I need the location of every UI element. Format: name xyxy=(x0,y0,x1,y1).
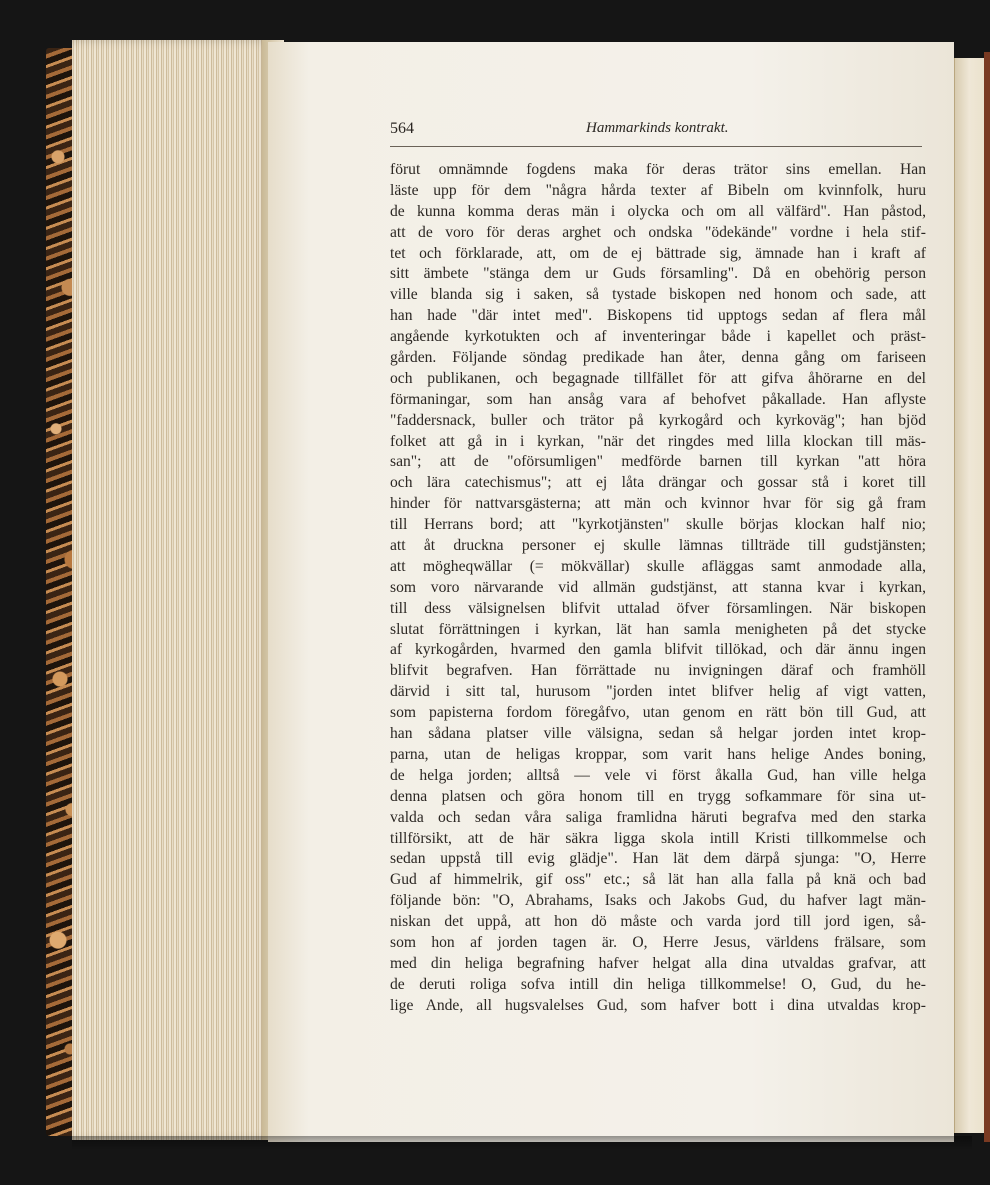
text-line: "faddersnack, buller och trätor på kyrkogård och kyrkoväg"; han bjöd xyxy=(390,411,926,429)
text-line: han sådana platser ville välsigna, sedan så helgar jorden intet krop- xyxy=(390,725,926,743)
text-line: tet och förklarade, att, om de ej bättrade sig, ämnade han i kraft af xyxy=(390,244,926,262)
text-line: niskan det uppå, att hon dö måste och varda jord till jord igen, så- xyxy=(390,913,926,931)
text-line: san"; att de "oförsumligen" medförde barnen till kyrkan "att höra xyxy=(390,453,926,471)
text-line: läste upp för dem "några hårda texter af Bibeln om kvinnfolk, huru xyxy=(390,181,926,199)
text-line: som papisterna fordom föregåfvo, utan genom en rätt bön till Gud, att xyxy=(390,704,926,722)
text-line: till dess välsignelsen blifvit uttalad öfver församlingen. När biskopen xyxy=(390,599,926,617)
text-line: som voro närvarande vid allmän gudstjänst, att stanna kvar i kyrkan, xyxy=(390,578,926,596)
text-line: förut omnämnde fogdens maka för deras trätor sins emellan. Han xyxy=(390,161,926,178)
page-block-edge xyxy=(72,40,272,1140)
text-line: och lära catechismus"; att ej låta drängar och gossar stå i koret till xyxy=(390,474,926,492)
text-line: sedan uppstå till evig glädje". Han lät dem därpå sjunga: "O, Herre xyxy=(390,850,926,868)
text-line: Gud af himmelrik, gif oss" etc.; så lät han alla falla på knä och bad xyxy=(390,871,926,889)
text-line: lige Ande, all hugsvalelses Gud, som hafver bott i dina utvaldas krop- xyxy=(390,996,926,1014)
text-line: de kunna komma deras män i olycka och om all välfärd". Han påstod, xyxy=(390,202,926,220)
text-line: sitt ämbete "stänga dem ur Guds församling". Då en obehörig person xyxy=(390,265,926,283)
text-line: därvid i sitt tal, hurusom "jorden intet blifver helig af vigt vatten, xyxy=(390,683,926,701)
text-line: han hade "där intet med". Biskopens tid upptogs sedan af flera mål xyxy=(390,307,926,325)
text-line: denna platsen och göra honom till en trygg sofkammare för sina ut- xyxy=(390,787,926,805)
text-line: till Herrans bord; att "kyrkotjänsten" skulle börjas klockan half nio; xyxy=(390,516,926,534)
running-head: Hammarkinds kontrakt. xyxy=(586,120,729,136)
text-line: af kyrkogården, hvarmed den gamla blifvit tillökad, och där ännu ingen xyxy=(390,641,926,659)
body-text xyxy=(390,160,926,1017)
text-line: att åt druckna personer ej skulle lämnas tillträde till gudstjänsten; xyxy=(390,537,926,555)
text-line: med din heliga begrafning hafver helgat alla dina utvaldas grafvar, att xyxy=(390,954,926,972)
text-line: som hon af jorden tagen är. O, Herre Jesus, världens frälsare, som xyxy=(390,933,926,951)
text-line: förmaningar, som han ansåg vara af behofvet påkallade. Han aflyste xyxy=(390,390,926,408)
bottom-shadow xyxy=(72,1136,972,1150)
text-line: slutat förrättningen i kyrkan, lät han samla menigheten på det stycke xyxy=(390,620,926,638)
text-line: de deruti roliga sofva intill din heliga tillkommelse! O, Gud, du he- xyxy=(390,975,926,993)
page-header xyxy=(390,118,922,147)
text-line: ville blanda sig i saken, så tystade biskopen ned honom och sade, att xyxy=(390,286,926,304)
text-line: de helga jorden; alltså — vele vi först åkalla Gud, han ville helga xyxy=(390,766,926,784)
text-line: blifvit begrafven. Han förrättade nu invigningen däraf och framhöll xyxy=(390,662,926,680)
text-line: hinder för nattvarsgästerna; att män och kvinnor hvar för sig gå fram xyxy=(390,495,926,513)
text-line: valda och sedan våra saliga framlidna häruti begrafva med den starka xyxy=(390,808,926,826)
text-line: att mögheqwällar (= mökvällar) skulle afläggas samt anmodade alla, xyxy=(390,557,926,575)
text-line: folket att gå in i kyrkan, "när det ringdes med lilla klockan till mäs- xyxy=(390,432,926,450)
text-line: gården. Följande söndag predikade han åter, denna gång om fariseen xyxy=(390,349,926,367)
page-number: 564 xyxy=(390,120,414,137)
text-line: att de voro för deras arghet och ondska "ödekände" vordne i hela stif- xyxy=(390,223,926,241)
text-line: tillförsikt, att de här säkra ligga skola intill Kristi tillkommelse och xyxy=(390,829,926,847)
right-cover-edge xyxy=(984,52,990,1142)
text-line: följande bön: "O, Abrahams, Isaks och Jakobs Gud, du hafver lagt män- xyxy=(390,892,926,910)
text-line: parna, utan de heligas kroppar, som varit hans helige Andes boning, xyxy=(390,745,926,763)
text-line: angående kyrkotukten och af inventeringar både i kapellet och präst- xyxy=(390,328,926,346)
text-line: och publikanen, och begagnade tillfället för att gifva åhörarne en del xyxy=(390,369,926,387)
